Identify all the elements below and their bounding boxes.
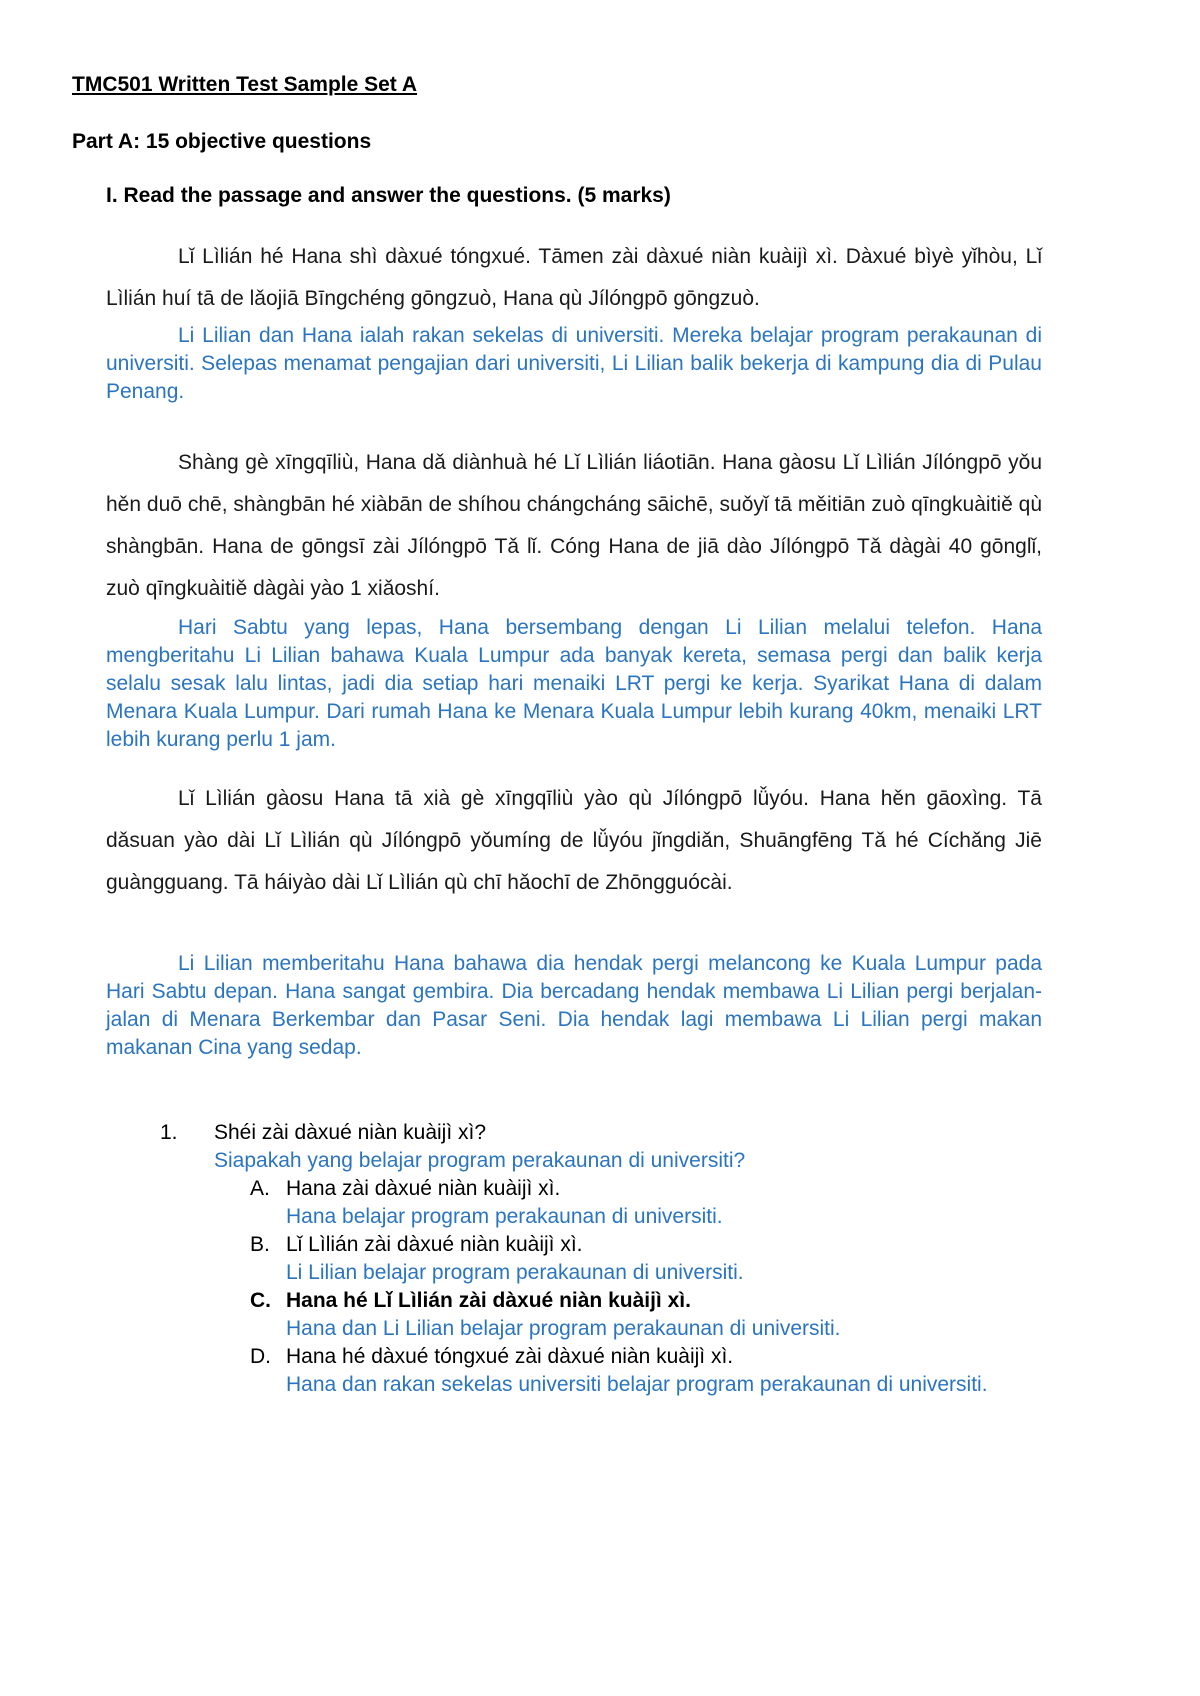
question-translation: Siapakah yang belajar program perakaunan di universiti? <box>214 1149 746 1172</box>
option-text: Lǐ Lìlián zài dàxué niàn kuàijì xì. <box>286 1233 583 1256</box>
question-number: 1. <box>160 1121 178 1144</box>
option-letter: C. <box>250 1289 271 1312</box>
option-letter: D. <box>250 1345 271 1368</box>
option-text: Hana hé dàxué tóngxué zài dàxué niàn kuàijì xì. <box>286 1345 734 1368</box>
option-text: Hana hé Lǐ Lìlián zài dàxué niàn kuàijì xì. <box>286 1289 691 1312</box>
option-letter: A. <box>250 1177 270 1200</box>
section-heading: I. Read the passage and answer the questions. (5 marks) <box>106 184 671 207</box>
option-translation: Hana belajar program perakaunan di universiti. <box>286 1205 723 1228</box>
paragraph-1-translation: Li Lilian dan Hana ialah rakan sekelas di universiti. Mereka belajar program perakaunan di universiti. Selepas menamat pengajian dari universiti, Li Lilian balik bekerja di kampung dia di Pulau Penang. <box>106 324 1042 403</box>
option-translation: Hana dan rakan sekelas universiti belajar program perakaunan di universiti. <box>286 1373 988 1396</box>
paragraph-3-pinyin: Lǐ Lìlián gàosu Hana tā xià gè xīngqīliù yào qù Jílóngpō lǚyóu. Hana hěn gāoxìng. Tā dǎsuan yào dài Lǐ Lìlián qù Jílóngpō yǒumíng de lǚyóu jǐngdiǎn, Shuāngfēng Tǎ hé Cíchǎng Jiē guàngguang. Tā háiyào dài Lǐ Lìlián qù chī hǎochī de Zhōngguócài. <box>106 787 1042 894</box>
question-text: Shéi zài dàxué niàn kuàijì xì? <box>214 1121 487 1144</box>
option-text: Hana zài dàxué niàn kuàijì xì. <box>286 1177 561 1200</box>
option-translation: Hana dan Li Lilian belajar program perakaunan di universiti. <box>286 1317 841 1340</box>
paragraph-3-translation: Li Lilian memberitahu Hana bahawa dia hendak pergi melancong ke Kuala Lumpur pada Hari Sabtu depan. Hana sangat gembira. Dia bercadang hendak membawa Li Lilian pergi berjalan-jalan di Menara Berkembar dan Pasar Seni. Dia hendak lagi membawa Li Lilian pergi makan makanan Cina yang sedap. <box>106 952 1042 1059</box>
paragraph-2-translation: Hari Sabtu yang lepas, Hana bersembang dengan Li Lilian melalui telefon. Hana mengberitahu Li Lilian bahawa Kuala Lumpur ada banyak kereta, semasa pergi dan balik kerja selalu sesak lalu lintas, jadi dia setiap hari menaiki LRT pergi ke kerja. Syarikat Hana di dalam Menara Kuala Lumpur. Dari rumah Hana ke Menara Kuala Lumpur lebih kurang 40km, menaiki LRT lebih kurang perlu 1 jam. <box>106 616 1042 751</box>
paragraph-1-pinyin: Lǐ Lìlián hé Hana shì dàxué tóngxué. Tāmen zài dàxué niàn kuàijì xì. Dàxué bìyè yǐhòu, Lǐ Lìlián huí tā de lǎojiā Bīngchéng gōngzuò, Hana qù Jílóngpō gōngzuò. <box>106 245 1042 310</box>
paragraph-2-pinyin: Shàng gè xīngqīliù, Hana dǎ diànhuà hé Lǐ Lìlián liáotiān. Hana gàosu Lǐ Lìlián Jílóngpō yǒu hěn duō chē, shàngbān hé xiàbān de shíhou chángcháng sāichē, suǒyǐ tā měitiān zuò qīngkuàitiě qù shàngbān. Hana de gōngsī zài Jílóngpō Tǎ lǐ. Cóng Hana de jiā dào Jílóngpō Tǎ dàgài 40 gōnglǐ, zuò qīngkuàitiě dàgài yào 1 xiǎoshí. <box>106 451 1042 600</box>
option-letter: B. <box>250 1233 270 1256</box>
option-translation: Li Lilian belajar program perakaunan di universiti. <box>286 1261 744 1284</box>
part-heading: Part A: 15 objective questions <box>72 130 372 153</box>
document-title: TMC501 Written Test Sample Set A <box>72 73 418 96</box>
